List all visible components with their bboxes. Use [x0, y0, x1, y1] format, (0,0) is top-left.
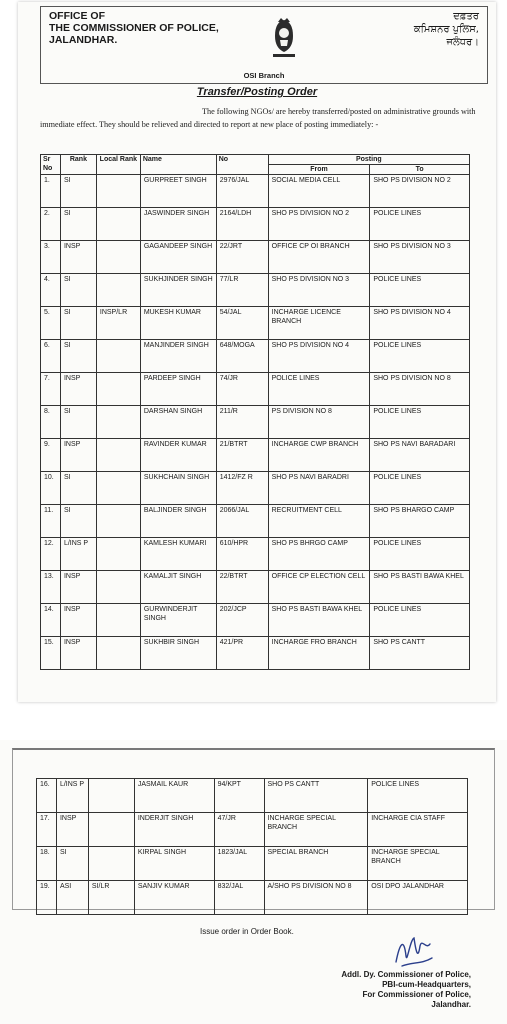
cell-to: POLICE LINES	[370, 208, 470, 241]
cell-to: POLICE LINES	[370, 538, 470, 571]
office-title-punjabi: ਦਫ਼ਤਰ ਕਮਿਸ਼ਨਰ ਪੁਲਿਸ, ਜਲੰਧਰ।	[413, 11, 479, 48]
cell-from: SHO PS DIVISION NO 2	[268, 208, 370, 241]
table-row	[41, 208, 470, 241]
posting-table	[40, 154, 470, 670]
cell-to: INCHARGE SPECIAL BRANCH	[368, 847, 468, 881]
table-row	[41, 274, 470, 307]
cell-rank: SI	[60, 340, 96, 373]
cell-sr: 19.	[37, 881, 57, 915]
police-emblem-icon	[269, 16, 299, 60]
cell-name: GAGANDEEP SINGH	[140, 241, 216, 274]
cell-from: OFFICE CP ELECTION CELL	[268, 571, 370, 604]
cell-name: RAVINDER KUMAR	[140, 439, 216, 472]
cell-from: INCHARGE FRO BRANCH	[268, 637, 370, 670]
cell-name: MANJINDER SINGH	[140, 340, 216, 373]
col-header-sr: Sr No	[41, 155, 61, 175]
branch-label: OSI Branch	[243, 71, 285, 80]
cell-sr: 18.	[37, 847, 57, 881]
posting-table-continued	[36, 778, 468, 915]
cell-to: SHO PS DIVISION NO 4	[370, 307, 470, 340]
cell-local	[96, 571, 140, 604]
cell-no: 1823/JAL	[214, 847, 264, 881]
cell-no: 21/BTRT	[216, 439, 268, 472]
cell-local	[96, 637, 140, 670]
cell-rank: INSP	[60, 373, 96, 406]
cell-from: RECRUITMENT CELL	[268, 505, 370, 538]
cell-no: 211/R	[216, 406, 268, 439]
cell-from: PS DIVISION NO 8	[268, 406, 370, 439]
cell-no: 22/JRT	[216, 241, 268, 274]
cell-to: SHO PS DIVISION NO 3	[370, 241, 470, 274]
cell-name: SUKHJINDER SINGH	[140, 274, 216, 307]
cell-local	[96, 538, 140, 571]
cell-to: SHO PS CANTT	[370, 637, 470, 670]
cell-sr: 7.	[41, 373, 61, 406]
letterhead	[40, 6, 488, 84]
cell-no: 202/JCP	[216, 604, 268, 637]
cell-from: SHO PS CANTT	[264, 779, 368, 813]
cell-no: 832/JAL	[214, 881, 264, 915]
table-row	[41, 637, 470, 670]
col-header-posting: Posting	[268, 155, 469, 165]
cell-sr: 15.	[41, 637, 61, 670]
cell-name: JASWINDER SINGH	[140, 208, 216, 241]
cell-rank: SI	[60, 406, 96, 439]
order-title: Transfer/Posting Order	[196, 86, 318, 98]
cell-from: SPECIAL BRANCH	[264, 847, 368, 881]
cell-to: SHO PS NAVI BARADARI	[370, 439, 470, 472]
cell-from: INCHARGE CWP BRANCH	[268, 439, 370, 472]
cell-from: A/SHO PS DIVISION NO 8	[264, 881, 368, 915]
cell-local	[88, 847, 134, 881]
cell-rank: SI	[60, 472, 96, 505]
cell-sr: 3.	[41, 241, 61, 274]
cell-sr: 1.	[41, 175, 61, 208]
table-row	[41, 505, 470, 538]
cell-no: 54/JAL	[216, 307, 268, 340]
table-row	[37, 847, 468, 881]
cell-rank: SI	[60, 307, 96, 340]
cell-local	[88, 779, 134, 813]
cell-name: SUKHBIR SINGH	[140, 637, 216, 670]
cell-local: SI/LR	[88, 881, 134, 915]
cell-rank: L/INS P	[60, 538, 96, 571]
cell-sr: 12.	[41, 538, 61, 571]
cell-name: KAMALJIT SINGH	[140, 571, 216, 604]
cell-sr: 17.	[37, 813, 57, 847]
table-row	[41, 307, 470, 340]
cell-name: INDERJIT SINGH	[134, 813, 214, 847]
cell-local	[96, 373, 140, 406]
cell-no: 2066/JAL	[216, 505, 268, 538]
cell-name: SANJIV KUMAR	[134, 881, 214, 915]
cell-local: INSP/LR	[96, 307, 140, 340]
cell-rank: INSP	[60, 637, 96, 670]
cell-no: 77/LR	[216, 274, 268, 307]
cell-sr: 14.	[41, 604, 61, 637]
cell-sr: 11.	[41, 505, 61, 538]
table-row	[41, 604, 470, 637]
col-header-name: Name	[140, 155, 216, 175]
col-header-from: From	[268, 165, 370, 175]
cell-name: PARDEEP SINGH	[140, 373, 216, 406]
cell-sr: 5.	[41, 307, 61, 340]
cell-to: POLICE LINES	[368, 779, 468, 813]
cell-sr: 10.	[41, 472, 61, 505]
cell-to: SHO PS BASTI BAWA KHEL	[370, 571, 470, 604]
table-header-row	[41, 155, 470, 165]
table-row	[37, 779, 468, 813]
col-header-local-rank: Local Rank	[96, 155, 140, 175]
cell-rank: SI	[60, 274, 96, 307]
cell-to: POLICE LINES	[370, 340, 470, 373]
cell-name: GURPREET SINGH	[140, 175, 216, 208]
cell-sr: 13.	[41, 571, 61, 604]
cell-rank: SI	[60, 175, 96, 208]
cell-no: 94/KPT	[214, 779, 264, 813]
cell-from: INCHARGE SPECIAL BRANCH	[264, 813, 368, 847]
cell-rank: INSP	[60, 241, 96, 274]
office-title: OFFICE OF THE COMMISSIONER OF POLICE, JALANDHAR.	[49, 10, 219, 46]
table-row	[41, 472, 470, 505]
cell-from: SHO PS NAVI BARADRI	[268, 472, 370, 505]
cell-name: MUKESH KUMAR	[140, 307, 216, 340]
cell-from: SHO PS BASTI BAWA KHEL	[268, 604, 370, 637]
cell-from: SHO PS BHRGO CAMP	[268, 538, 370, 571]
cell-no: 74/JR	[216, 373, 268, 406]
cell-sr: 6.	[41, 340, 61, 373]
cell-from: OFFICE CP OI BRANCH	[268, 241, 370, 274]
cell-rank: INSP	[60, 571, 96, 604]
table-row	[41, 538, 470, 571]
cell-no: 421/PR	[216, 637, 268, 670]
cell-local	[96, 241, 140, 274]
cell-to: POLICE LINES	[370, 406, 470, 439]
cell-to: POLICE LINES	[370, 274, 470, 307]
cell-no: 47/JR	[214, 813, 264, 847]
col-header-rank: Rank	[60, 155, 96, 175]
order-intro: The following NGOs/ are hereby transferred/posted on administrative grounds with immediate effect. They should be relieved and directed to report at new place of posting immediately: -	[40, 107, 476, 129]
table-row	[37, 813, 468, 847]
cell-sr: 4.	[41, 274, 61, 307]
cell-to: OSI DPO JALANDHAR	[368, 881, 468, 915]
cell-no: 648/MOGA	[216, 340, 268, 373]
cell-sr: 9.	[41, 439, 61, 472]
posting-table-body	[41, 175, 470, 670]
cell-name: SUKHCHAIN SINGH	[140, 472, 216, 505]
posting-table-continued-body	[37, 779, 468, 915]
cell-to: POLICE LINES	[370, 604, 470, 637]
cell-sr: 2.	[41, 208, 61, 241]
cell-local	[88, 813, 134, 847]
cell-to: SHO PS DIVISION NO 2	[370, 175, 470, 208]
cell-to: POLICE LINES	[370, 472, 470, 505]
cell-local	[96, 340, 140, 373]
cell-local	[96, 406, 140, 439]
signature-block: Addl. Dy. Commissioner of Police, PBI-cum-Headquarters, For Commissioner of Police, Jalandhar.	[341, 970, 471, 1009]
cell-local	[96, 604, 140, 637]
table-row	[41, 373, 470, 406]
cell-from: SHO PS DIVISION NO 3	[268, 274, 370, 307]
cell-from: SOCIAL MEDIA CELL	[268, 175, 370, 208]
cell-from: POLICE LINES	[268, 373, 370, 406]
cell-to: SHO PS BHARGO CAMP	[370, 505, 470, 538]
table-row	[41, 571, 470, 604]
cell-rank: L/INS P	[56, 779, 88, 813]
cell-rank: INSP	[60, 604, 96, 637]
cell-no: 1412/FZ R	[216, 472, 268, 505]
cell-local	[96, 208, 140, 241]
cell-name: KIRPAL SINGH	[134, 847, 214, 881]
cell-from: SHO PS DIVISION NO 4	[268, 340, 370, 373]
cell-name: DARSHAN SINGH	[140, 406, 216, 439]
cell-local	[96, 505, 140, 538]
table-row	[41, 406, 470, 439]
cell-rank: SI	[60, 208, 96, 241]
cell-rank: INSP	[56, 813, 88, 847]
table-row	[41, 175, 470, 208]
cell-to: INCHARGE CIA STAFF	[368, 813, 468, 847]
cell-name: BALJINDER SINGH	[140, 505, 216, 538]
cell-no: 2164/LDH	[216, 208, 268, 241]
issue-note: Issue order in Order Book.	[200, 927, 294, 936]
cell-local	[96, 472, 140, 505]
col-header-to: To	[370, 165, 470, 175]
cell-rank: INSP	[60, 439, 96, 472]
table-row	[37, 881, 468, 915]
col-header-no: No	[216, 155, 268, 175]
handwritten-signature	[392, 932, 436, 972]
cell-no: 22/BTRT	[216, 571, 268, 604]
cell-rank: ASI	[56, 881, 88, 915]
cell-from: INCHARGE LICENCE BRANCH	[268, 307, 370, 340]
cell-rank: SI	[56, 847, 88, 881]
cell-rank: SI	[60, 505, 96, 538]
table-row	[41, 340, 470, 373]
cell-sr: 16.	[37, 779, 57, 813]
cell-local	[96, 175, 140, 208]
cell-sr: 8.	[41, 406, 61, 439]
cell-to: SHO PS DIVISION NO 8	[370, 373, 470, 406]
cell-no: 2976/JAL	[216, 175, 268, 208]
table-row	[41, 241, 470, 274]
cell-name: GURWINDERJIT SINGH	[140, 604, 216, 637]
cell-name: KAMLESH KUMARI	[140, 538, 216, 571]
cell-no: 610/HPR	[216, 538, 268, 571]
cell-local	[96, 439, 140, 472]
table-row	[41, 439, 470, 472]
cell-name: JASMAIL KAUR	[134, 779, 214, 813]
cell-local	[96, 274, 140, 307]
